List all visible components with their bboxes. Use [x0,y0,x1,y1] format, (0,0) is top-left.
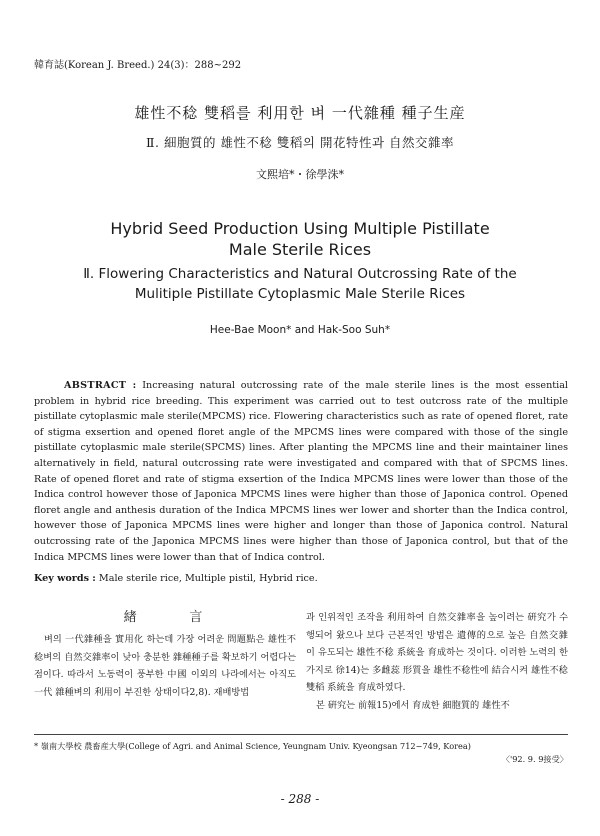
footnote-divider [34,734,568,735]
abstract-label: ABSTRACT : [64,380,137,391]
intro-right-paragraph-1: 과 인위적인 조작을 利用하여 自然交雜率을 높이려는 硏究가 수행되어 왔으나 보다 근본적인 방법은 遺傳的으로 높은 自然交雜이 유도되는 雄性不稔 系統을 育成하는 것이다. 이러한 노력의 한가지로 徐14)는 多雌蕊 形質을 雄性不稔性에 結合시켜 雄性不稔 雙稻 系統을 育成하였다. [306,612,568,694]
english-subtitle-line-2: Mulitiple Pistillate Cytoplasmic Male Sterile Rices [134,286,466,302]
english-title [0,218,600,260]
keywords-label: Key words : [34,573,96,584]
english-authors: Hee-Bae Moon* and Hak-Soo Suh* [209,324,391,336]
keywords [34,573,568,584]
korean-authors: 文熙培*・徐學洙* [256,168,344,181]
abstract [34,378,568,565]
english-title-line-1: Hybrid Seed Production Using Multiple Pistillate [110,219,490,238]
english-subtitle [0,264,600,304]
page-number: - 288 - [280,792,320,806]
received-date: 〈'92. 9. 9接受〉 [501,754,568,764]
korean-title: 雄性不稔 雙稻를 利用한 벼 一代雜種 種子生産 [134,104,466,122]
journal-reference: 韓育誌(Korean J. Breed.) 24(3)：288~292 [34,60,242,71]
korean-subtitle: Ⅱ. 細胞質的 雄性不稔 雙稻의 開花特性과 自然交雜率 [146,135,454,150]
keywords-text: Male sterile rice, Multiple pistil, Hybrid rice. [98,573,318,584]
english-title-line-2: Male Sterile Rices [228,240,372,259]
english-subtitle-line-1: Ⅱ. Flowering Characteristics and Natural Outcrossing Rate of the [83,266,517,282]
section-heading-char-2: 言 [189,610,207,625]
intro-right-column [306,609,568,715]
intro-left-column: 벼의 一代雜種을 實用化 하는데 가장 어려운 問題點은 雄性不稔벼의 自然交雜率이 낮아 충분한 雜種種子를 확보하기 어렵다는 점이다. 따라서 노동력이 풍부한 中國 이외의 나라에서는 아직도 一代 雜種벼의 利用이 부진한 상태이다2,8). 재배방법 [34,634,296,698]
intro-right-paragraph-2: 본 硏究는 前報15)에서 育成한 細胞質的 雄性不 [316,699,510,711]
section-heading-introduction [34,606,296,625]
section-heading-char-1: 緖 [123,610,141,625]
abstract-text: Increasing natural outcrossing rate of the male sterile lines is the most essential problem in hybrid rice breeding. This experiment was carried out to test outcross rate of the multiple pistillate cytoplasmic male sterile(MPCMS) rice. Flowering characteristics such as rate of opened floret, rate of stigma exsertion and opened floret angle of the MPCMS lines were compared with those of the single pistillate cytoplasmic male sterile(SPCMS) lines. After planting the MPCMS line and their maintainer lines alternatively in field, natural outcrossing rate were investigated and compared with that of SPCMS lines. Rate of opened floret and rate of stigma exsertion of the Indica MPCMS lines were lower than those of the Indica control however those of Japonica MPCMS lines were higher than those of Japonica control. Opened floret angle and anthesis duration of the Indica MPCMS lines wer lower and shorter than the Indica control, however those of Japonica MPCMS lines were higher and longer than those of Japonica control. Natural outcrossing rate of the Japonica MPCMS lines were higher than those of Japonica control, but that of the Indica MPCMS lines were lower than that of Indica control. [34,380,568,563]
footnote: * 嶺南大學校 農畜産大學(College of Agri. and Animal Science, Yeungnam Univ. Kyeongsan 712−749, Korea) [34,741,471,751]
